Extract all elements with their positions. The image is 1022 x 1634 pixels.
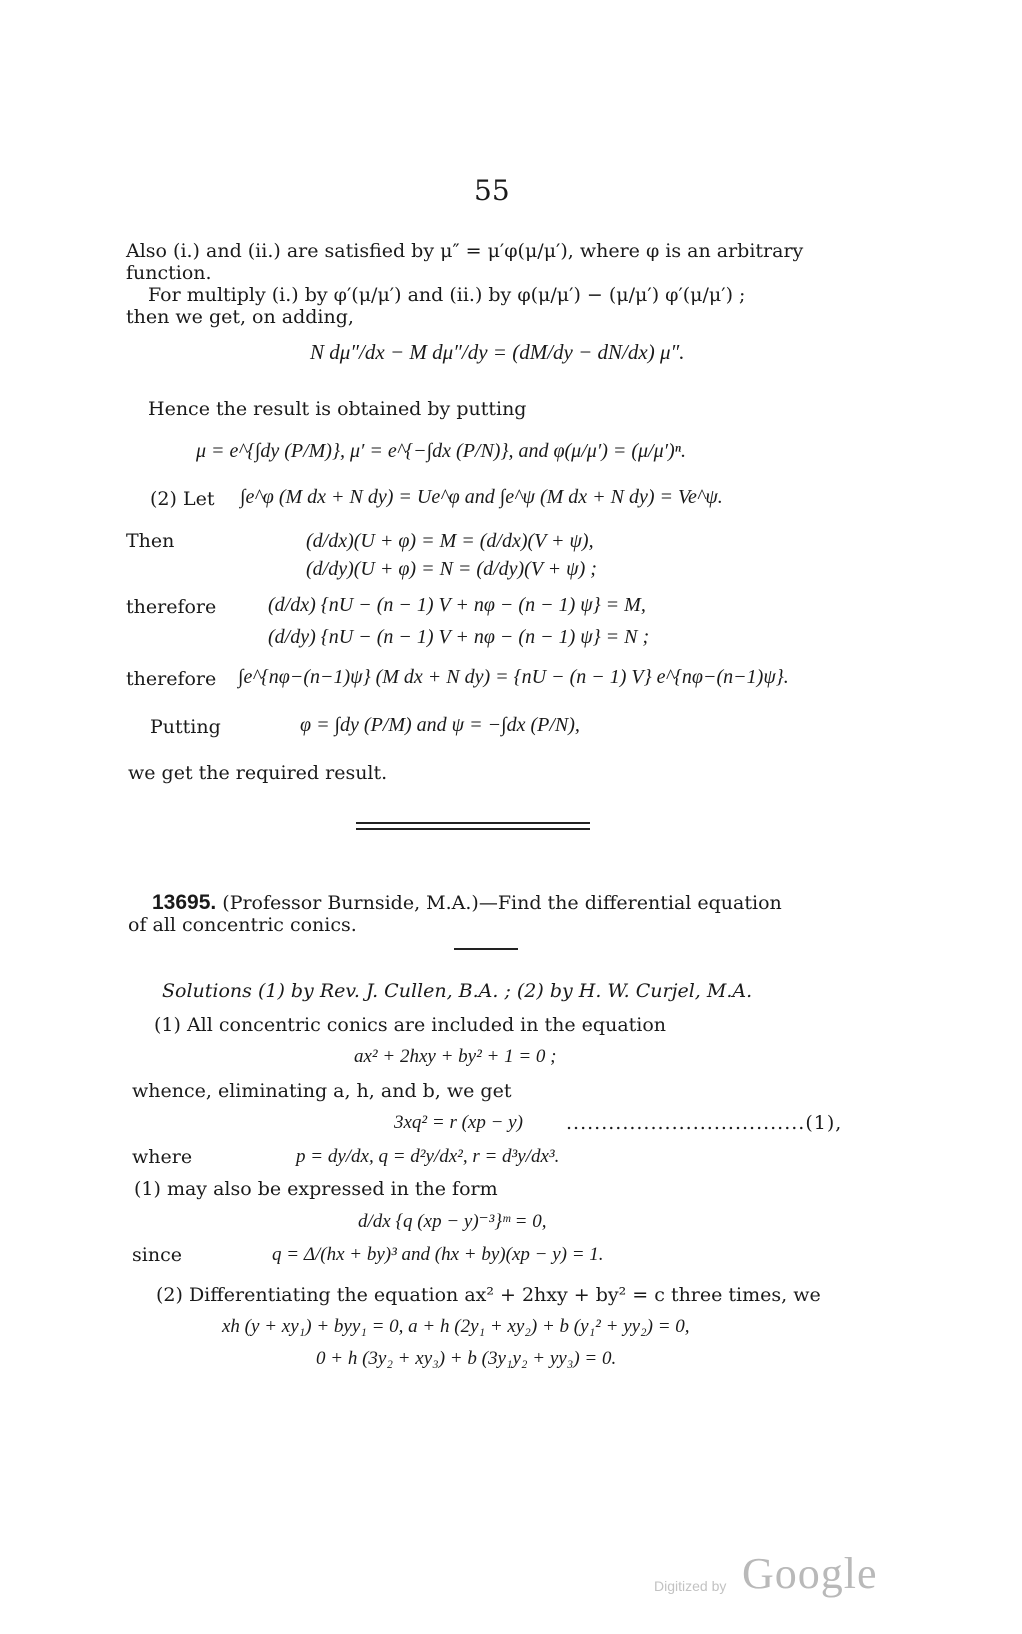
paragraph-line: whence, eliminating a, h, and b, we get bbox=[132, 1080, 512, 1102]
equation-therefore-3: ∫e^{nφ−(n−1)ψ} (M dx + N dy) = {nU − (n − 1) V} e^{nφ−(n−1)ψ}. bbox=[238, 666, 789, 688]
question-text-line: of all concentric conics. bbox=[128, 914, 357, 936]
equation-since: q = Δ/(hx + by)³ and (hx + by)(xp − y) = 1. bbox=[272, 1244, 604, 1265]
equation-then-1: (d/dx)(U + φ) = M = (d/dx)(V + ψ), bbox=[306, 530, 594, 552]
label-since: since bbox=[132, 1244, 182, 1266]
label-therefore: therefore bbox=[126, 668, 217, 690]
equation-then-2: (d/dy)(U + φ) = N = (d/dy)(V + ψ) ; bbox=[306, 558, 597, 580]
equation-derivative-1: xh (y + xy₁) + byy₁ = 0, a + h (2y₁ + xy₂) + b (y₁² + yy₂) = 0, bbox=[222, 1316, 690, 1337]
paragraph-line: (1) All concentric conics are included in the equation bbox=[154, 1014, 667, 1036]
separator-rule bbox=[356, 828, 590, 830]
watermark-google-logo: Google bbox=[742, 1549, 878, 1598]
question-text: —Find the differential equation bbox=[478, 892, 782, 914]
equation-where: p = dy/dx, q = d²y/dx², r = d³y/dx³. bbox=[296, 1146, 560, 1167]
paragraph-line: Also (i.) and (ii.) are satisfied by μ″ = μ′φ(μ/μ′), where φ is an arbitrary bbox=[126, 240, 804, 262]
paragraph-line: (2) Differentiating the equation ax² + 2hxy + by² = c three times, we bbox=[156, 1284, 821, 1306]
label-where: where bbox=[132, 1146, 193, 1168]
paragraph-line: function. bbox=[126, 262, 212, 284]
equation-derivative-2: 0 + h (3y₂ + xy₃) + b (3y₁y₂ + yy₃) = 0. bbox=[316, 1348, 617, 1369]
paragraph-line: then we get, on adding, bbox=[126, 306, 354, 328]
equation-therefore-2: (d/dy) {nU − (n − 1) V + nφ − (n − 1) ψ} = N ; bbox=[268, 626, 650, 648]
paragraph-line: For multiply (i.) by φ′(μ/μ′) and (ii.) by φ(μ/μ′) − (μ/μ′) φ′(μ/μ′) ; bbox=[148, 284, 746, 306]
paragraph-line: we get the required result. bbox=[128, 762, 388, 784]
equation-1: N dμ″/dx − M dμ″/dy = (dM/dy − dN/dx) μ″. bbox=[310, 340, 685, 364]
equation-alt-form: d/dx {q (xp − y)⁻³}ᵐ = 0, bbox=[358, 1211, 547, 1232]
label-therefore: therefore bbox=[126, 596, 217, 618]
question-heading bbox=[152, 892, 782, 914]
solutions-heading: Solutions (1) by Rev. J. Cullen, B.A. ; (2) by H. W. Curjel, M.A. bbox=[162, 980, 753, 1002]
separator-rule bbox=[356, 822, 590, 824]
label-let: (2) Let bbox=[150, 488, 215, 510]
equation-therefore-1: (d/dx) {nU − (n − 1) V + nφ − (n − 1) ψ} = M, bbox=[268, 594, 646, 616]
equation-leader-dots: ..................................(1), bbox=[566, 1112, 843, 1134]
equation-putting: φ = ∫dy (P/M) and ψ = −∫dx (P/N), bbox=[300, 714, 580, 736]
equation-differential: 3xq² = r (xp − y) bbox=[394, 1112, 523, 1133]
watermark-digitized-by: Digitized by bbox=[654, 1578, 727, 1594]
paragraph-line: (1) may also be expressed in the form bbox=[134, 1178, 498, 1200]
question-number: 13695. bbox=[152, 891, 217, 914]
question-author: (Professor Burnside, M.A.) bbox=[222, 892, 479, 914]
equation-let: ∫e^φ (M dx + N dy) = Ue^φ and ∫e^ψ (M dx + N dy) = Ve^ψ. bbox=[240, 486, 723, 508]
label-then: Then bbox=[126, 530, 175, 552]
short-rule bbox=[454, 948, 518, 950]
paragraph-line: Hence the result is obtained by putting bbox=[148, 398, 527, 420]
equation-2: μ = e^{∫dy (P/M)}, μ′ = e^{−∫dx (P/N)}, and φ(μ/μ′) = (μ/μ′)ⁿ. bbox=[196, 440, 686, 462]
equation-conic: ax² + 2hxy + by² + 1 = 0 ; bbox=[354, 1046, 557, 1067]
label-putting: Putting bbox=[150, 716, 221, 738]
page-number: 55 bbox=[474, 174, 510, 207]
